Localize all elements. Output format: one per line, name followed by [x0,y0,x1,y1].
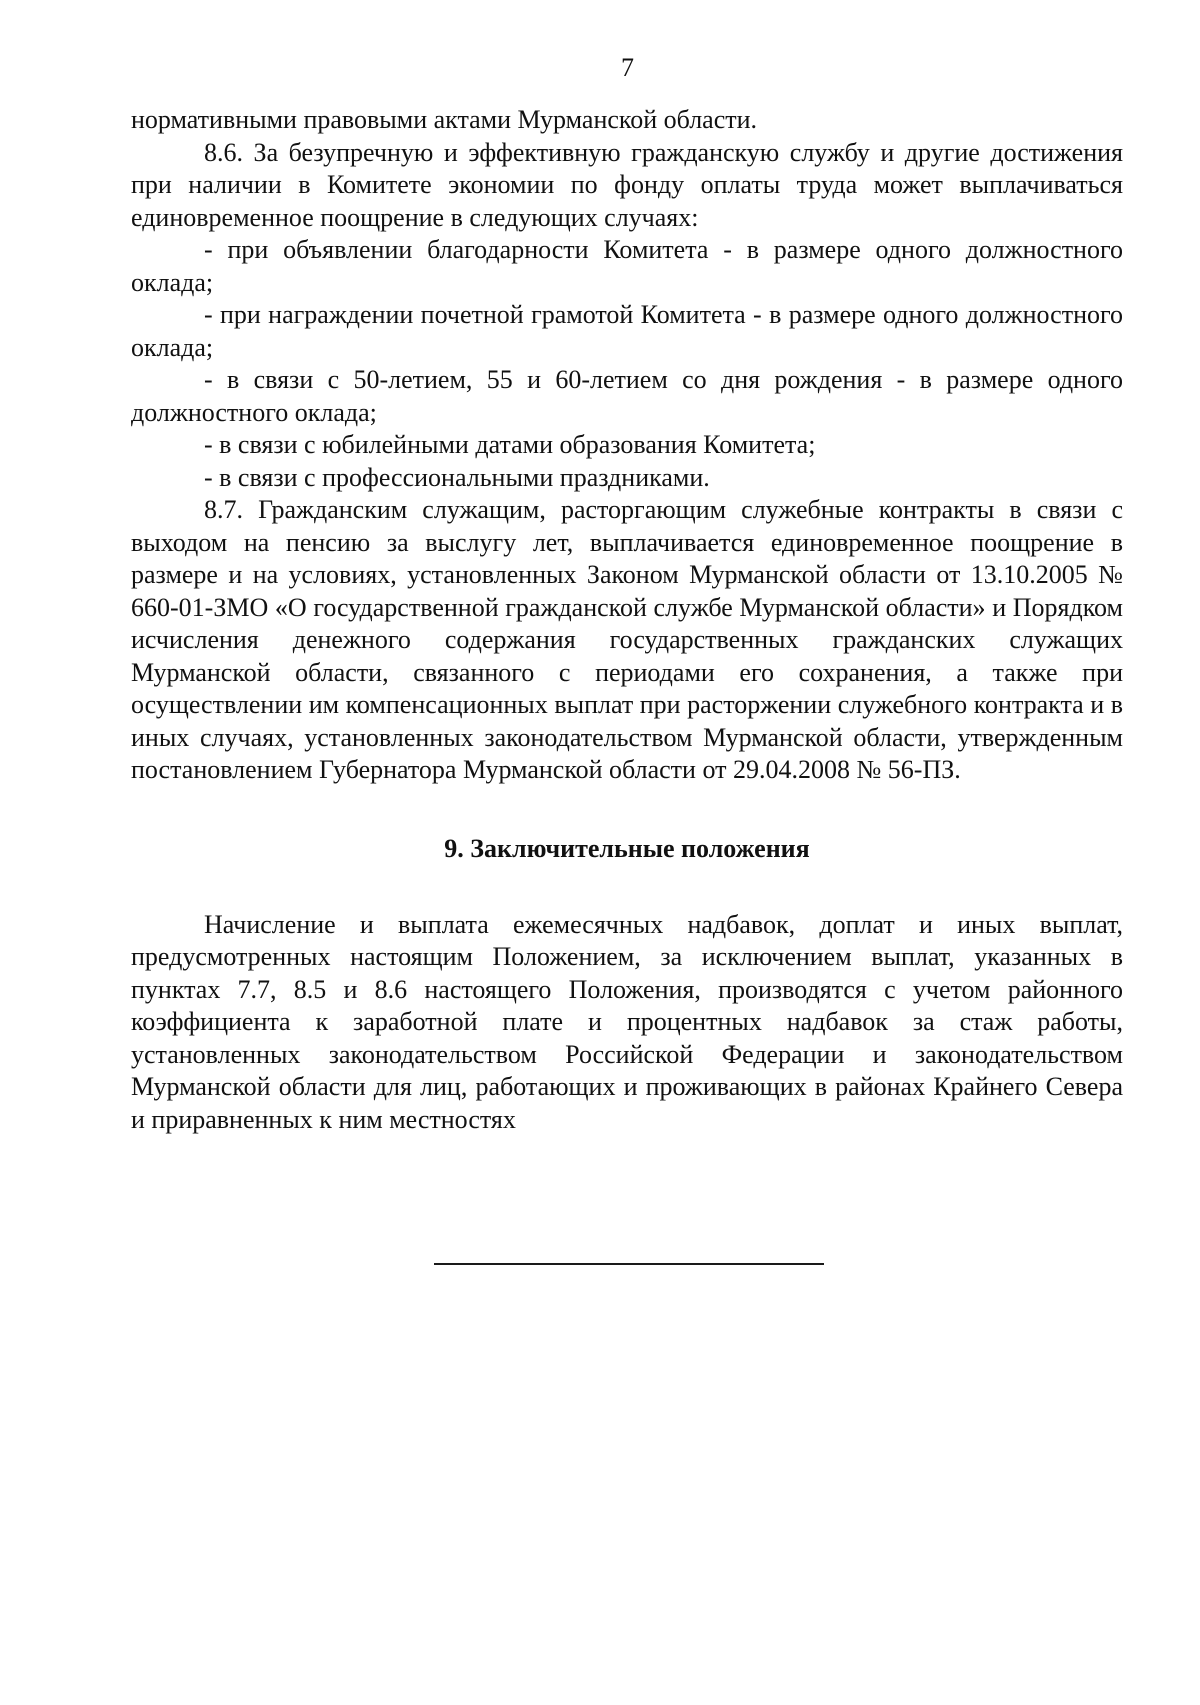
list-item: - при объявлении благодарности Комитета - в размере одного должностного оклада; [131,235,1123,297]
list-item: - в связи с 50-летием, 55 и 60-летием со дня рождения - в размере одного должностного оклада; [131,365,1123,427]
section-heading-wrap [131,833,1123,865]
list-item: - при награждении почетной грамотой Комитета - в размере одного должностного оклада; [131,300,1123,362]
list-item: - в связи с юбилейными датами образования Комитета; [204,430,816,459]
paragraph-8-6: 8.6. За безупречную и эффективную гражданскую службу и другие достижения при наличии в Комитете экономии по фонду оплаты труда может выплачиваться единовременное поощрение в следующих случаях: [131,137,1123,232]
section-heading: 9. Заключительные положения [444,833,810,863]
list-item: - в связи с профессиональными праздниками. [204,462,710,492]
page-number: 7 [621,53,634,82]
end-divider [434,1263,824,1265]
document-body [131,104,1123,1136]
paragraph-final-provisions: Начисление и выплата ежемесячных надбавок, доплат и иных выплат, предусмотренных настоящим Положением, за исключением выплат, указанных в пунктах 7.7, 8.5 и 8.6 настоящего Положения, производятся с учетом районного коэффициента к заработной плате и процентных надбавок за стаж работы, установленных законодательством Российской Федерации и законодательством Мурманской области для лиц, работающих и проживающих в районах Крайнего Севера и приравненных к ним местностях [131,909,1123,1134]
paragraph-continuation: нормативными правовыми актами Мурманской области. [131,105,758,134]
paragraph-8-7: 8.7. Гражданским служащим, расторгающим служебные контракты в связи с выходом на пенсию за выслугу лет, выплачивается единовременное поощрение в размере и на условиях, установленных Законом Мурманской области от 13.10.2005 № 660-01-ЗМО «О государственной гражданской службе Мурманской области» и Порядком исчисления денежного содержания государственных гражданских служащих Мурманской области, связанного с периодами его сохранения, а также при осуществлении им компенсационных выплат при расторжении служебного контракта и в иных случаях, установленных законодательством Мурманской области, утвержденным постановлением Губернатора Мурманской области от 29.04.2008 № 56-ПЗ. [131,495,1123,784]
